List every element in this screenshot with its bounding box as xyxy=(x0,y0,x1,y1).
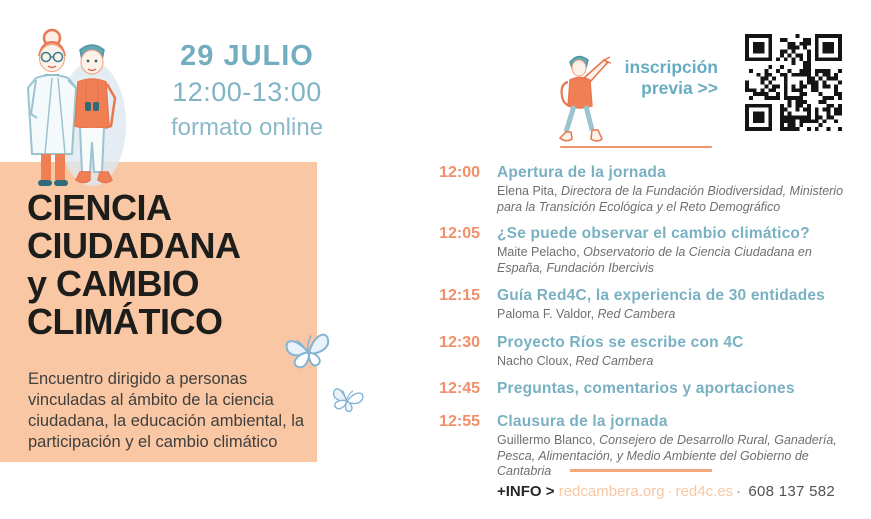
speaker-name: Paloma F. Valdor, xyxy=(497,307,595,321)
title-line: CIENCIA xyxy=(27,187,172,228)
speaker-name: Nacho Cloux, xyxy=(497,354,573,368)
speaker-role: Directora de la Fundación Biodiversidad, Ministerio para la Transición Ecológica y el Reto Demográfico xyxy=(497,184,844,214)
schedule-item xyxy=(430,380,857,397)
schedule-item xyxy=(430,225,857,276)
separator-dot: · xyxy=(736,483,742,500)
event-format: formato online xyxy=(170,114,324,141)
page-title xyxy=(27,189,317,341)
schedule-item xyxy=(430,287,857,323)
speaker-role: Consejero de Desarrollo Rural, Ganadería, Pesca, Alimentación, y Medio Ambiente del Gobierno de Cantabria xyxy=(497,433,837,478)
schedule-list xyxy=(430,158,871,478)
speaker-role: Observatorio de la Ciencia Ciudadana en España, Fundación Ibercivis xyxy=(497,245,812,275)
schedule-time: 12:55 xyxy=(439,413,480,430)
schedule-speaker xyxy=(497,307,857,323)
schedule-speaker xyxy=(497,245,857,276)
butterfly-icon xyxy=(280,322,336,375)
schedule-speaker xyxy=(497,184,857,215)
footer-info xyxy=(497,483,835,500)
title-line: CLIMÁTICO xyxy=(27,301,223,342)
registration-note xyxy=(585,57,718,99)
phone-number: 608 137 582 xyxy=(748,483,836,500)
info-label: +INFO > xyxy=(497,483,555,500)
title-line: y CAMBIO xyxy=(27,263,200,304)
schedule-time: 12:05 xyxy=(439,225,480,242)
speaker-name: Maite Pelacho, xyxy=(497,245,580,259)
speaker-role: Red Cambera xyxy=(575,354,654,368)
ground-line xyxy=(560,146,712,148)
speaker-name: Guillermo Blanco, xyxy=(497,433,596,447)
schedule-time: 12:15 xyxy=(439,287,480,304)
link-redcambera[interactable]: redcambera.org xyxy=(558,483,665,500)
title-line: CIUDADANA xyxy=(27,225,241,266)
link-red4c[interactable]: red4c.es xyxy=(675,483,734,500)
schedule-title: Clausura de la jornada xyxy=(497,413,668,430)
schedule-item xyxy=(430,164,857,215)
speaker-role: Red Cambera xyxy=(597,307,676,321)
schedule-item xyxy=(430,334,857,370)
speaker-name: Elena Pita, xyxy=(497,184,558,198)
registration-line1: inscripción xyxy=(624,57,718,77)
schedule-speaker xyxy=(497,354,857,370)
event-description: Encuentro dirigido a personas vinculadas al ámbito de la ciencia ciudadana, la educación ambiental, la participación y el cambio climático xyxy=(28,370,305,451)
event-date: 29 JULIO xyxy=(180,40,314,72)
schedule-speaker xyxy=(497,433,857,480)
schedule-title: Proyecto Ríos se escribe con 4C xyxy=(497,334,744,351)
event-time: 12:00-13:00 xyxy=(172,77,322,107)
event-datetime xyxy=(158,40,336,142)
scientist-and-citizen-illustration-icon xyxy=(14,24,136,196)
registration-line2: previa >> xyxy=(641,78,718,98)
schedule-time: 12:00 xyxy=(439,164,480,181)
schedule-title: Apertura de la jornada xyxy=(497,164,666,181)
schedule-title: Guía Red4C, la experiencia de 30 entidades xyxy=(497,287,826,304)
butterfly-icon xyxy=(325,373,369,422)
qr-code xyxy=(745,34,842,131)
schedule-title: Preguntas, comentarios y aportaciones xyxy=(497,380,795,397)
separator-dot: · xyxy=(667,483,673,500)
footer-divider xyxy=(570,469,712,472)
schedule-time: 12:45 xyxy=(439,380,480,397)
schedule-title: ¿Se puede observar el cambio climático? xyxy=(497,225,810,242)
schedule-time: 12:30 xyxy=(439,334,480,351)
